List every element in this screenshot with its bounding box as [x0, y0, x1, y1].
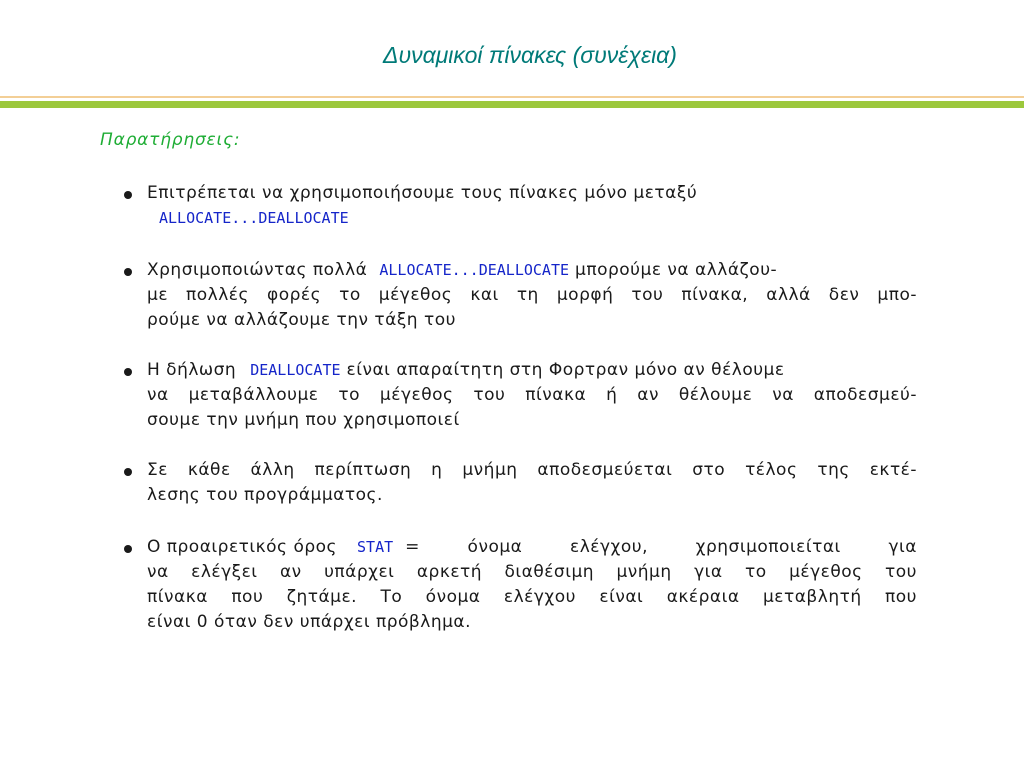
bullet-line — [147, 535, 917, 560]
bullet-dot — [124, 468, 132, 476]
bullet-line: να ελέγξει αν υπάρχει αρκετή διαθέσιμη μνήμη για το μέγεθος του — [147, 562, 917, 582]
bullet-line-prefix: Η δήλωση — [147, 360, 237, 380]
bullet-line: Σε κάθε άλλη περίπτωση η μνήμη αποδεσμεύεται στο τέλος της εκτέ- — [147, 460, 917, 480]
bullet-dot — [124, 191, 132, 199]
bullet-line: σουμε την μνήμη που χρησιμοποιεί — [147, 410, 460, 430]
bullet-line-prefix: Ο προαιρετικός όρος — [147, 537, 338, 557]
bullet-line: πίνακα που ζητάμε. Το όνομα ελέγχου είναι ακέραια μεταβλητή που — [147, 587, 917, 607]
code-keyword: ALLOCATE...DEALLOCATE — [159, 209, 349, 227]
section-subheading: Παρατήρησεις: — [100, 130, 241, 150]
bullet-line-suffix: είναι απαραίτητη στη Φορτραν μόνο αν θέλουμε — [346, 360, 785, 380]
header-divider-thin — [0, 96, 1024, 98]
code-keyword: STAT — [357, 538, 394, 556]
bullet-text — [147, 458, 917, 508]
bullet-line — [147, 258, 917, 283]
bullet-line: λεσης του προγράμματος. — [147, 485, 383, 505]
bullet-line-suffix: μπορούμε να αλλάζου- — [575, 260, 778, 280]
header-divider-thick — [0, 101, 1024, 108]
bullet-line: Επιτρέπεται να χρησιμοποιήσουμε τους πίνακες μόνο μεταξύ — [147, 183, 698, 203]
bullet-line: να μεταβάλλουμε το μέγεθος του πίνακα ή αν θέλουμε να αποδεσμεύ- — [147, 385, 917, 405]
bullet-text — [147, 258, 917, 333]
bullet-dot — [124, 545, 132, 553]
bullet-text — [147, 535, 917, 635]
code-keyword: DEALLOCATE — [250, 361, 341, 379]
bullet-dot — [124, 368, 132, 376]
bullet-line: ρούμε να αλλάζουμε την τάξη του — [147, 310, 456, 330]
bullet-dot — [124, 268, 132, 276]
bullet-line — [147, 206, 917, 231]
bullet-line — [147, 358, 917, 383]
page-title: Δυναμικοί πίνακες (συνέχεια) — [383, 42, 677, 68]
bullet-text — [147, 358, 917, 433]
bullet-line-suffix: = όνομα ελέγχου, χρησιμοποιείται για — [405, 537, 917, 557]
bullet-text — [147, 181, 917, 231]
bullet-line: είναι 0 όταν δεν υπάρχει πρόβλημα. — [147, 612, 472, 632]
bullet-line: με πολλές φορές το μέγεθος και τη μορφή του πίνακα, αλλά δεν μπο- — [147, 285, 917, 305]
code-keyword: ALLOCATE...DEALLOCATE — [379, 261, 570, 279]
bullet-line-prefix: Χρησιμοποιώντας πολλά — [147, 260, 368, 280]
